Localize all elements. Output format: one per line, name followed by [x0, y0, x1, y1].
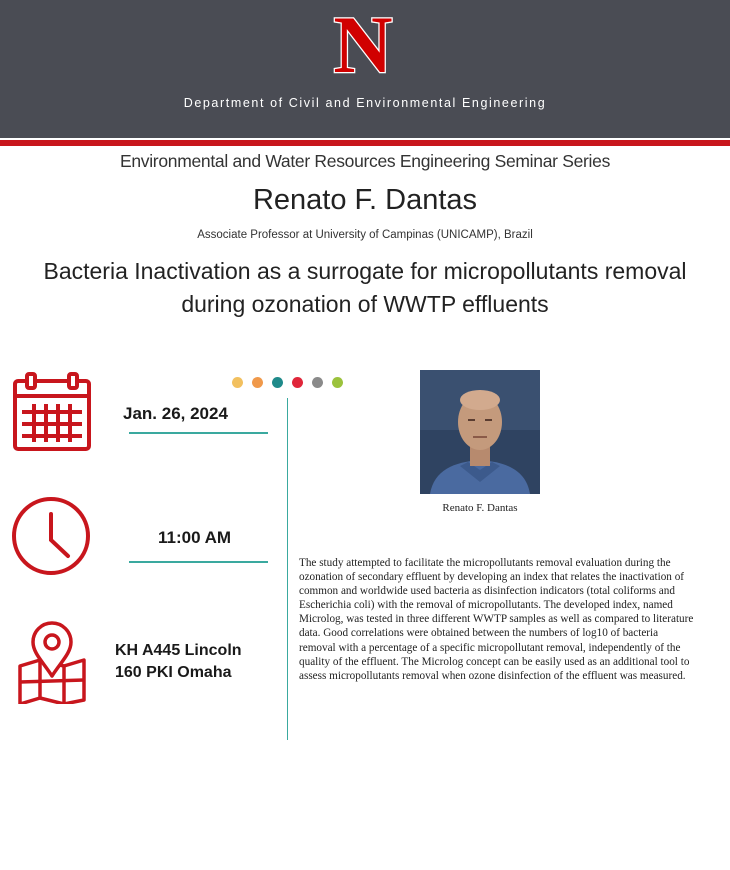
dot — [332, 377, 343, 388]
speaker-affiliation: Associate Professor at University of Campinas (UNICAMP), Brazil — [197, 229, 533, 241]
event-date: Jan. 26, 2024 — [123, 404, 228, 423]
speaker-name: Renato F. Dantas — [252, 184, 478, 216]
dot — [292, 377, 303, 388]
photo-caption: Renato F. Dantas — [442, 502, 518, 514]
nebraska-n-logo — [329, 10, 397, 80]
map-pin-icon — [16, 620, 88, 704]
dot — [272, 377, 283, 388]
seminar-series: Environmental and Water Resources Engineering Seminar Series — [119, 151, 611, 171]
time-underline — [129, 561, 268, 563]
red-divider — [0, 140, 730, 146]
abstract-text: The study attempted to facilitate the micropollutants removal evaluation during the ozonation of secondary effluent by developing an index that relates the inactivation of common and worldwide used bacteria as disinfection indicators (total coliforms and Escherichia coli) with the removal of micropollutants. The developed index, named Microlog, was tested in three different WWTP samples as well as compared to literature data. Good correlations were obtained between the numbers of log10 of bacteria removal with a percentage of a specific micropollutant removal, independently of the quality of the effluent. The Microlog concept can be easily used as an additional tool to assess micropollutants removal when ozone disinfection of the effluent was measured. — [299, 557, 694, 682]
location-line-2: 160 PKI Omaha — [115, 664, 232, 681]
dot — [232, 377, 243, 388]
date-underline — [129, 432, 268, 434]
speaker-photo — [420, 370, 540, 494]
svg-text:N: N — [333, 10, 393, 80]
dot — [312, 377, 323, 388]
vertical-divider — [287, 398, 288, 740]
location-line-1: KH A445 Lincoln — [115, 642, 242, 659]
header-banner — [0, 0, 730, 138]
clock-icon — [10, 495, 92, 577]
dot — [252, 377, 263, 388]
department-name: Department of Civil and Environmental Engineering — [183, 96, 547, 110]
talk-title: Bacteria Inactivation as a surrogate for micropollutants removal during ozonation of WWTP effluents — [43, 258, 687, 317]
event-time: 11:00 AM — [158, 528, 232, 547]
calendar-icon — [12, 372, 92, 452]
